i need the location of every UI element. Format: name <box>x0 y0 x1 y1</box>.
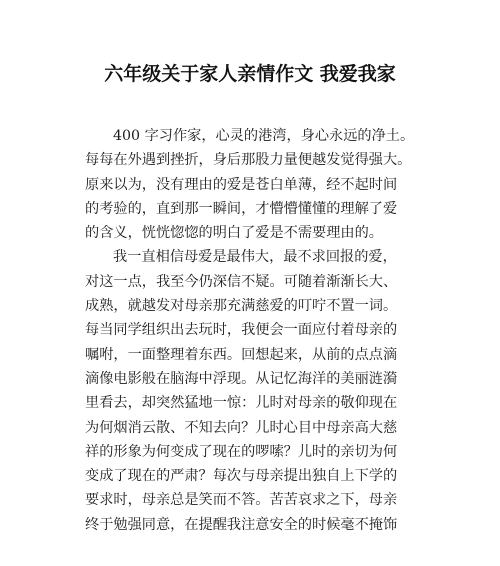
paragraph-2-line-11: 要求时，母亲总是笑而不答。苦苦哀求之下，母亲 <box>85 492 398 509</box>
paragraph-2-line-5: 嘱咐，一面整理着东西。回想起来，从前的点点滴 <box>85 346 398 363</box>
paragraph-2-line-4: 每当同学组织出去玩时，我便会一面应付着母亲的 <box>85 322 398 339</box>
paragraph-1-line-4: 的考验的，直到那一瞬间，才懵懵懂懂的理解了爱 <box>85 200 398 217</box>
paragraph-2-line-1: 我一直相信母爱是最伟大，最不求回报的爱， <box>113 249 397 266</box>
paragraph-2-line-8: 为何烟消云散、不知去向？儿时心目中母亲高大慈 <box>85 419 398 436</box>
paragraph-2-line-9: 祥的形象为何变成了现在的啰嗦？儿时的亲切为何 <box>85 443 398 460</box>
document-title: 六年级关于家人亲情作文 我爱我家 <box>104 63 396 85</box>
essay-body <box>85 124 425 537</box>
paragraph-1-line-1: 400 字习作家，心灵的港湾，身心永远的净土。 <box>113 128 415 144</box>
paragraph-1-line-2: 每每在外遇到挫折，身后那股力量便越发觉得强大。 <box>85 152 412 169</box>
paragraph-2-line-2: 对这一点，我至今仍深信不疑。可随着渐渐长大、 <box>85 273 398 290</box>
paragraph-2-line-12: 终于勉强同意，在提醒我注意安全的时候毫不掩饰 <box>85 516 398 533</box>
paragraph-2-line-3: 成熟，就越发对母亲那充满慈爱的叮咛不置一词。 <box>85 298 398 315</box>
paragraph-2-line-10: 变成了现在的严肃？每次与母亲提出独自上下学的 <box>85 468 398 485</box>
paragraph-2-line-6: 滴像电影般在脑海中浮现。从记忆海洋的美丽涟漪 <box>85 370 398 387</box>
paragraph-1-line-5: 的含义，恍恍惚惚的明白了爱是不需要理由的。 <box>85 225 383 242</box>
paragraph-1-line-3: 原来以为，没有理由的爱是苍白单薄，经不起时间 <box>85 176 398 193</box>
paragraph-2-line-7: 里看去，却突然猛地一惊：儿时对母亲的敬仰现在 <box>85 395 398 412</box>
